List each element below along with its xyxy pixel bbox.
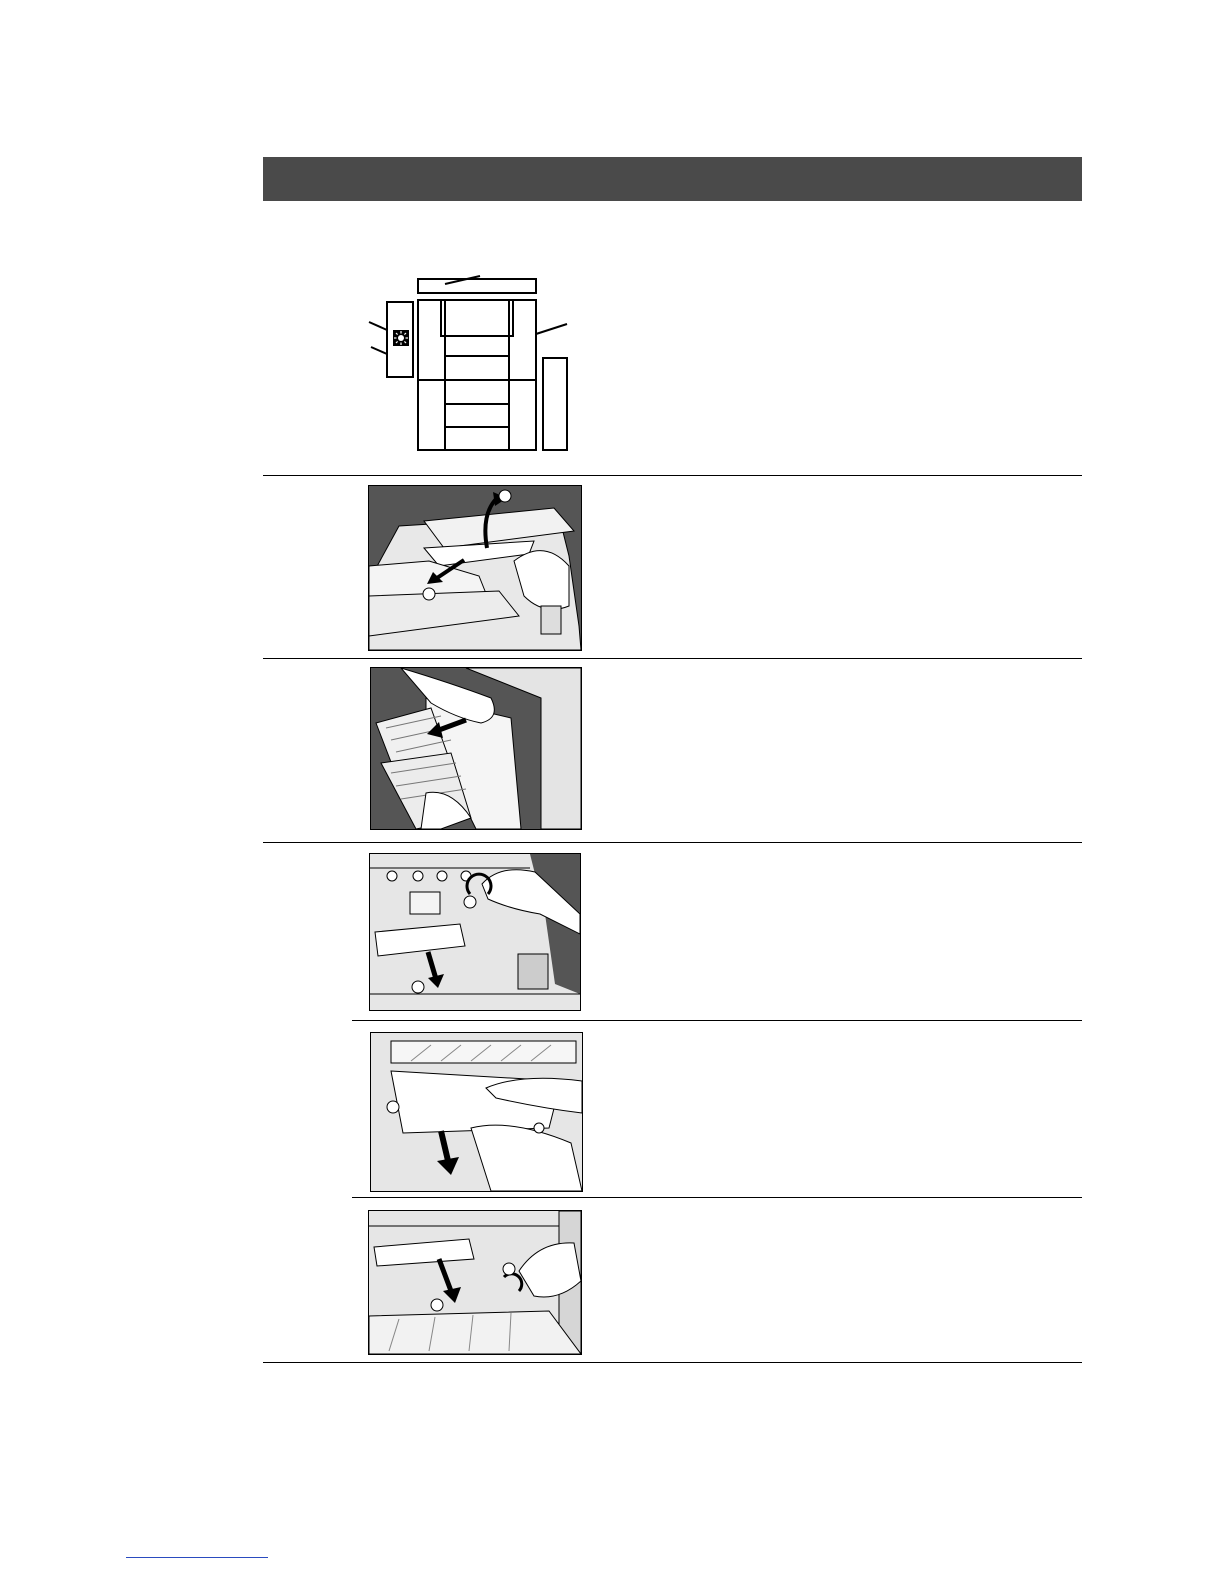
step-illustration-lower-guide [368,1210,582,1355]
machine-overview-diagram [365,272,575,454]
substep-divider [352,1020,1082,1021]
step-divider [263,475,1082,476]
step-illustration-open-top-cover [368,485,582,651]
step-illustration-remove-paper-transport [370,1032,583,1192]
jam-location-indicator-icon [393,330,409,346]
step-divider [263,658,1082,659]
substep-divider [352,1197,1082,1198]
step-divider [263,1362,1082,1363]
footer-link[interactable] [126,1557,268,1558]
step-illustration-turn-knob [369,853,581,1011]
section-header-bar [263,157,1082,201]
step-illustration-pull-out-finisher [370,667,582,830]
step-divider [263,842,1082,843]
